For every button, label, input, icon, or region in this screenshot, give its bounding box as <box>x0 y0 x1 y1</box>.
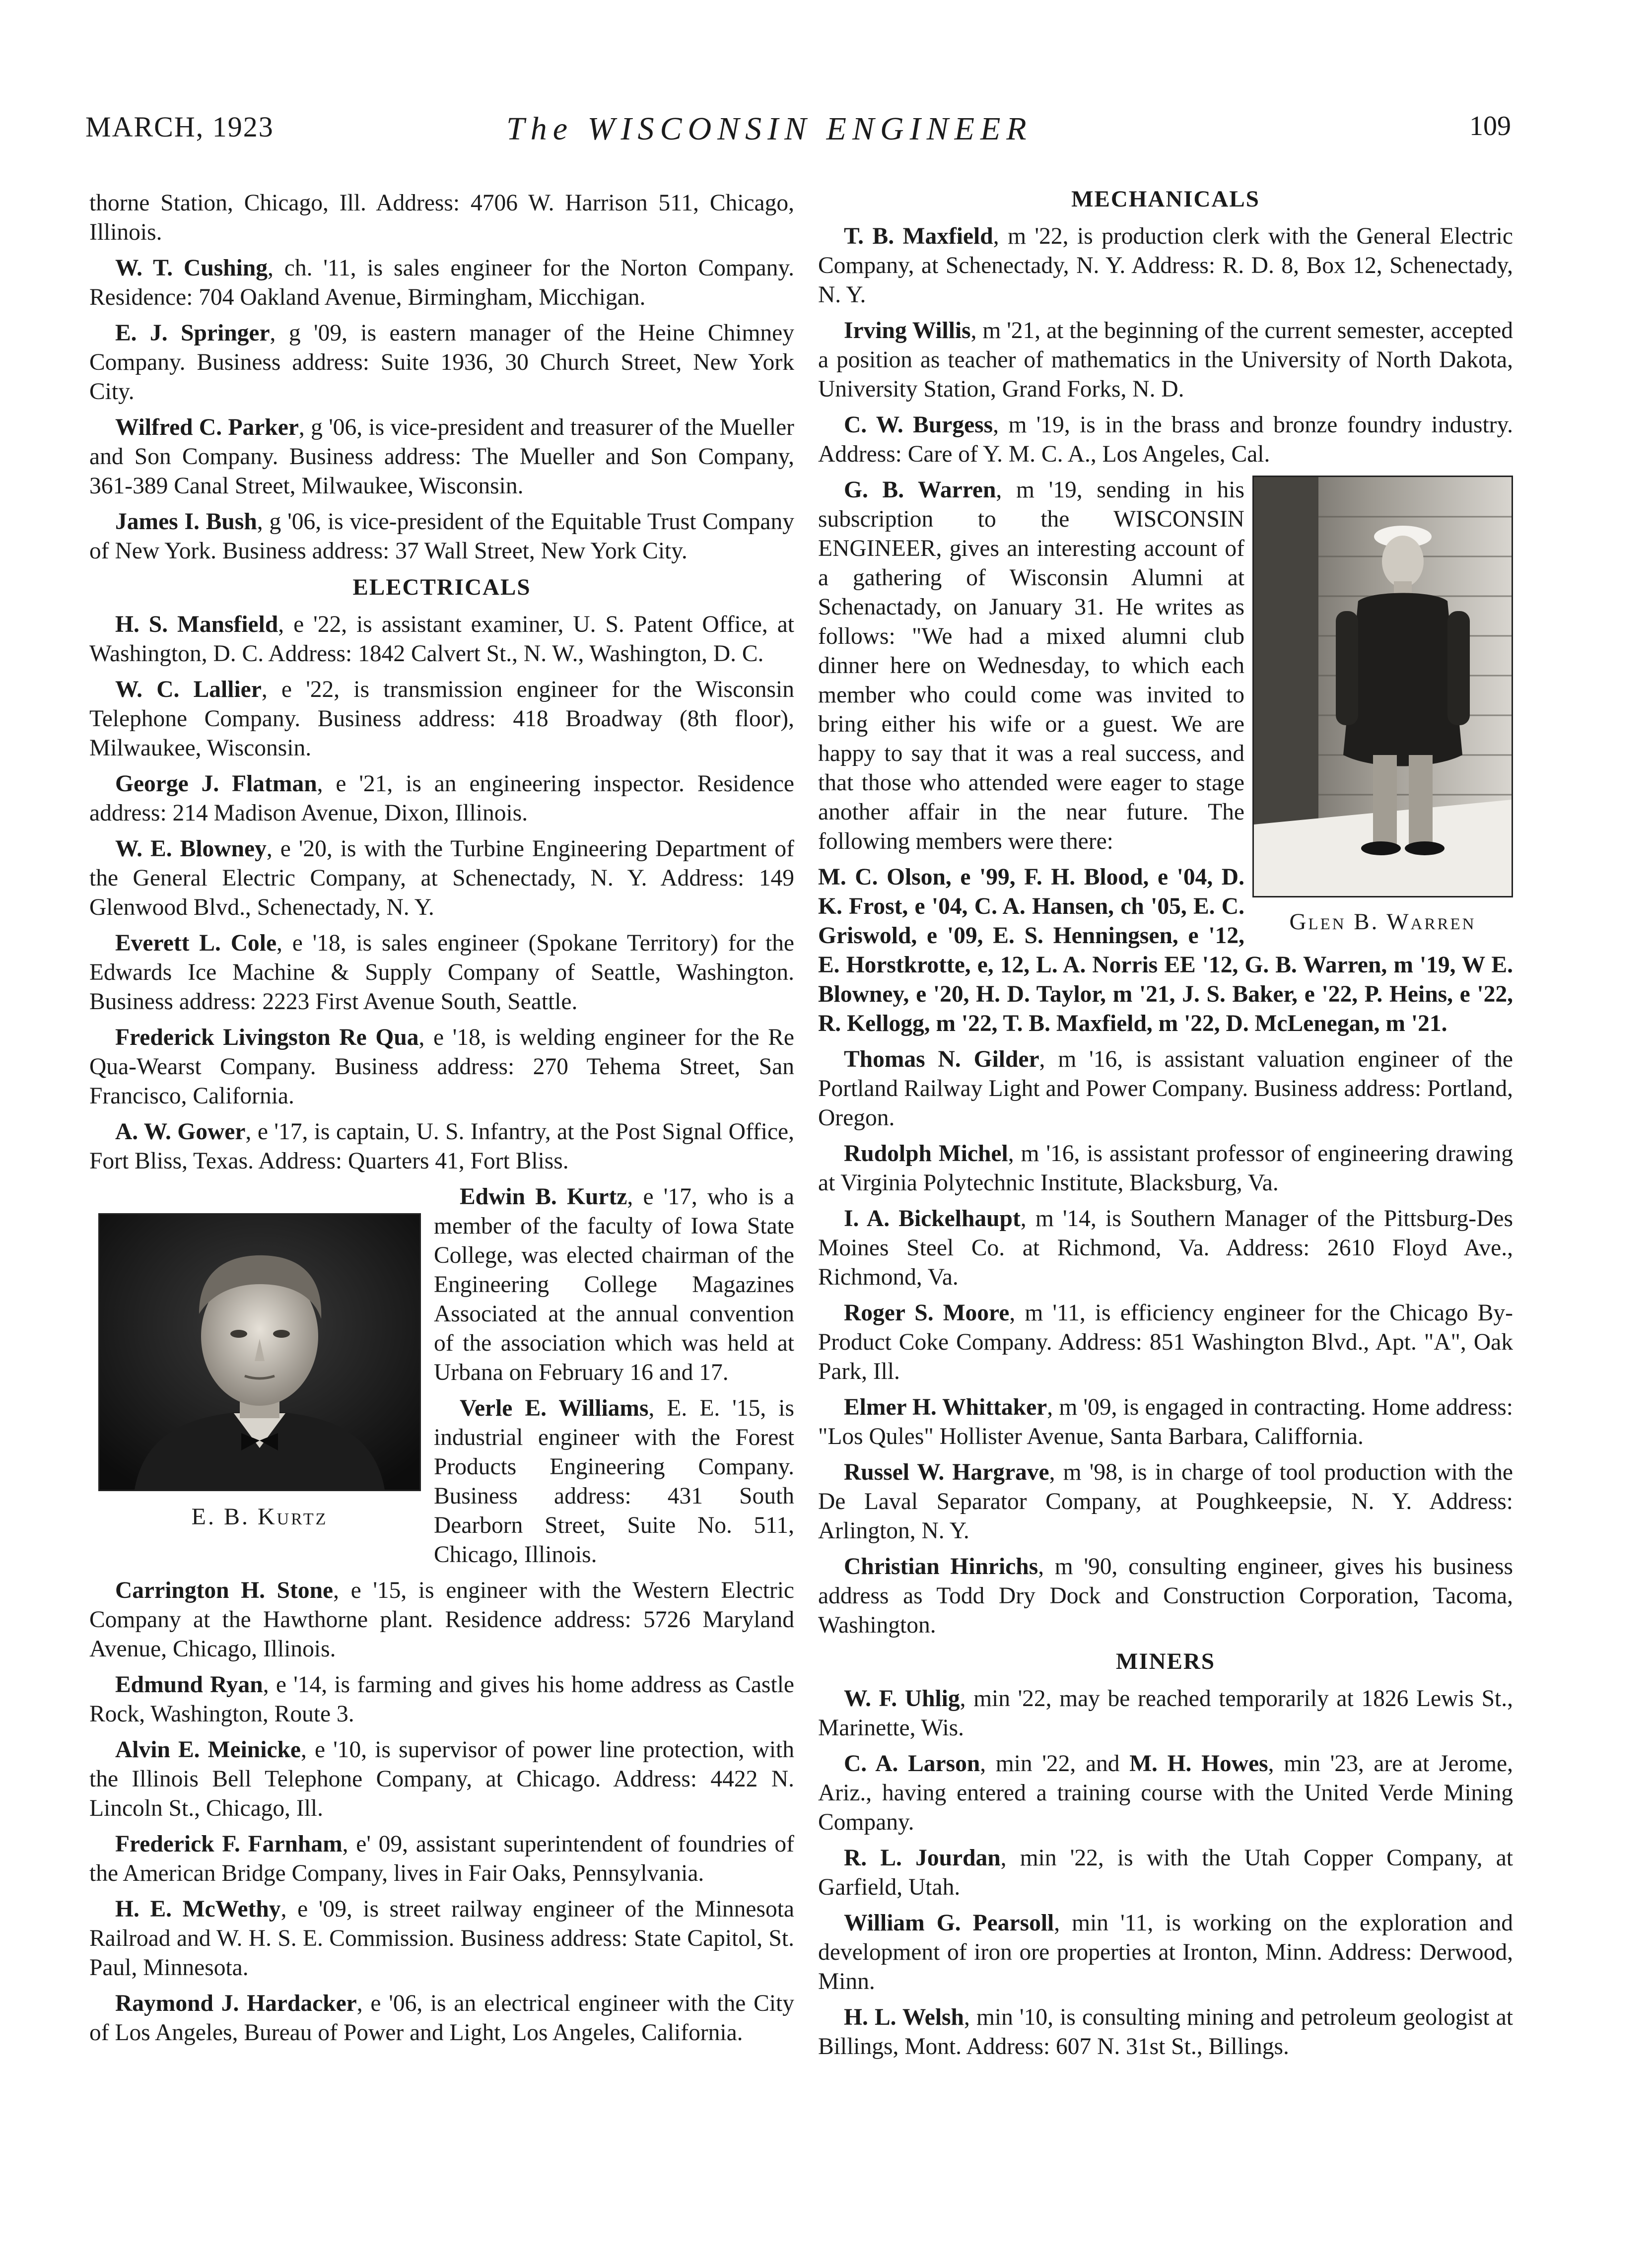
alumni-note: Elmer H. Whittaker, m '09, is engaged in contracting. Home address: "Los Qules" Hollister Avenue, Santa Barbara, Califfornia. <box>818 1394 1513 1449</box>
kurtz-figure <box>98 1213 421 1571</box>
alumni-note: Thomas N. Gilder, m '16, is assistant valuation engineer of the Portland Railway Light and Power Company. Business address: Portland, Oregon. <box>818 1046 1513 1131</box>
kurtz-caption: E. B. Kurtz <box>191 1504 328 1530</box>
page-number: 109 <box>1469 111 1511 141</box>
alumni-note: George J. Flatman, e '21, is an engineering inspector. Residence address: 214 Madison Avenue, Dixon, Illinois. <box>89 771 794 826</box>
warren-figure <box>1252 476 1513 942</box>
alumni-note: C. A. Larson, min '22, and M. H. Howes, min '23, are at Jerome, Ariz., having entered a training course with the United Verde Mining Company. <box>818 1751 1513 1835</box>
alumni-note: W. F. Uhlig, min '22, may be reached temporarily at 1826 Lewis St., Marinette, Wis. <box>818 1686 1513 1741</box>
alumni-note: Frederick Livingston Re Qua, e '18, is welding engineer for the Re Qua-Wearst Company. Business address: 270 Tehema Street, San Francisco, California. <box>89 1025 794 1109</box>
alumni-note: thorne Station, Chicago, Ill. Address: 4706 W. Harrison 511, Chicago, Illinois. <box>89 190 794 245</box>
right-column <box>818 185 1513 2068</box>
alumni-note: Frederick F. Farnham, e' 09, assistant superintendent of foundries of the American Bridge Company, lives in Fair Oaks, Pennsylvania. <box>89 1831 794 1886</box>
section-heading-electricals: ELECTRICALS <box>352 574 531 600</box>
warren-portrait-illustration <box>1254 477 1512 896</box>
alumni-note: Wilfred C. Parker, g '06, is vice-president and treasurer of the Mueller and Son Company. Business address: The Mueller and Son Company, 361-389 Canal Street, Milwaukee, Wisconsin. <box>89 414 794 499</box>
alumni-note: H. S. Mansfield, e '22, is assistant examiner, U. S. Patent Office, at Washington, D. C. Address: 1842 Calvert St., N. W., Washington, D. C. <box>89 612 795 667</box>
alumni-note: W. E. Blowney, e '20, is with the Turbine Engineering Department of the General Electric Company, at Schenectady, N. Y. Address: 149 Glenwood Blvd., Schenectady, N. Y. <box>89 836 794 920</box>
alumni-note: Irving Willis, m '21, at the beginning of the current semester, accepted a position as teacher of mathematics in the University of North Dakota, University Station, Grand Forks, N. D. <box>818 318 1513 402</box>
left-column <box>89 189 794 2054</box>
alumni-note: I. A. Bickelhaupt, m '14, is Southern Manager of the Pittsburg-Des Moines Steel Co. at Richmond, Va. Address: 2610 Floyd Ave., Richmond, Va. <box>818 1206 1513 1290</box>
alumni-note: Edwin B. Kurtz, e '17, who is a member of the faculty of Iowa State College, was elected chairman of the Engineering College Magazines Associated at the annual convention of the association which was held at Urbana on February 16 and 17. <box>434 1184 794 1385</box>
alumni-note: W. C. Lallier, e '22, is transmission engineer for the Wisconsin Telephone Company. Business address: 418 Broadway (8th floor), Milwaukee, Wisconsin. <box>89 677 794 761</box>
alumni-note: Russel W. Hargrave, m '98, is in charge of tool production with the De Laval Separator Company, at Poughkeepsie, N. Y. Address: Arlington, N. Y. <box>818 1459 1514 1544</box>
alumni-note: Roger S. Moore, m '11, is efficiency engineer for the Chicago By-Product Coke Company. Address: 851 Washington Blvd., Apt. "A", Oak Park, Ill. <box>818 1300 1513 1384</box>
alumni-note: Verle E. Williams, E. E. '15, is industrial engineer with the Forest Products Engineering Company. Business address: 431 South Dearborn Street, Suite No. 511, Chicago, Illinois. <box>434 1395 794 1568</box>
alumni-note: R. L. Jourdan, min '22, is with the Utah Copper Company, at Garfield, Utah. <box>818 1845 1514 1900</box>
alumni-note: Alvin E. Meinicke, e '10, is supervisor of power line protection, with the Illinois Bell Telephone Company, at Chicago. Address: 4422 N. Lincoln St., Chicago, Ill. <box>89 1737 795 1821</box>
alumni-note: Christian Hinrichs, m '90, consulting engineer, gives his business address as Todd Dry Dock and Construction Corporation, Tacoma, Washington. <box>818 1554 1513 1638</box>
alumni-note: Everett L. Cole, e '18, is sales engineer (Spokane Territory) for the Edwards Ice Machine & Supply Company of Seattle, Washington. Business address: 2223 First Avenue South, Seattle. <box>89 930 794 1015</box>
alumni-note: H. E. McWethy, e '09, is street railway engineer of the Minnesota Railroad and W. H. S. E. Commission. Business address: State Capitol, St. Paul, Minnesota. <box>89 1896 794 1981</box>
alumni-note: W. T. Cushing, ch. '11, is sales engineer for the Norton Company. Residence: 704 Oakland Avenue, Birmingham, Micchigan. <box>89 255 794 310</box>
alumni-note: C. W. Burgess, m '19, is in the brass and bronze foundry industry. Address: Care of Y. M. C. A., Los Angeles, Cal. <box>818 412 1513 467</box>
kurtz-portrait-photo <box>98 1213 421 1491</box>
attendee-list: M. C. Olson, e '99, F. H. Blood, e '04, D. K. Frost, e '04, C. A. Hansen, ch '05, E. C. Griswold, e '09, E. S. Henningsen, e '12, E. Horstkrotte, e, 12, L. A. Norris EE '12, G. B. Warren, m '19, W E. Blowney, e '20, H. D. Taylor, m '21, J. S. Baker, e '22, P. Heins, e '22, R. Kellogg, m '22, T. B. Maxfield, m '22, D. McLenegan, m '21. <box>818 864 1513 1036</box>
alumni-note: Carrington H. Stone, e '15, is engineer with the Western Electric Company at the Hawthorne plant. Residence address: 5726 Maryland Avenue, Chicago, Illinois. <box>89 1578 794 1662</box>
warren-caption: Glen B. Warren <box>1289 909 1476 935</box>
alumni-note: Raymond J. Hardacker, e '06, is an electrical engineer with the City of Los Angeles, Bureau of Power and Light, Los Angeles, California. <box>89 1991 794 2046</box>
kurtz-portrait-illustration <box>100 1215 419 1490</box>
alumni-note: William G. Pearsoll, min '11, is working on the exploration and development of iron ore properties at Ironton, Minn. Address: Derwood, Minn. <box>818 1910 1513 1994</box>
warren-portrait-photo <box>1252 476 1513 897</box>
section-heading-mechanicals: MECHANICALS <box>1071 186 1260 212</box>
alumni-note: H. L. Welsh, min '10, is consulting mining and petroleum geologist at Billings, Mont. Address: 607 N. 31st St., Billings. <box>818 2004 1513 2060</box>
alumni-note: T. B. Maxfield, m '22, is production clerk with the General Electric Company, at Schenectady, N. Y. Address: R. D. 8, Box 12, Schenectady, N. Y. <box>818 223 1513 308</box>
alumni-note: James I. Bush, g '06, is vice-president of the Equitable Trust Company of New York. Business address: 37 Wall Street, New York City. <box>89 509 795 564</box>
header-title: The WISCONSIN ENGINEER <box>506 111 1032 147</box>
alumni-note: Edmund Ryan, e '14, is farming and gives his home address as Castle Rock, Washington, Route 3. <box>89 1672 794 1727</box>
alumni-note: A. W. Gower, e '17, is captain, U. S. Infantry, at the Post Signal Office, Fort Bliss, Texas. Address: Quarters 41, Fort Bliss. <box>89 1119 794 1174</box>
alumni-note: E. J. Springer, g '09, is eastern manager of the Heine Chimney Company. Business address: Suite 1936, 30 Church Street, New York City. <box>89 320 794 405</box>
alumni-note: G. B. Warren, m '19, sending in his subscription to the WISCONSIN ENGINEER, gives an interesting account of a gathering of Wisconsin Alumni at Schenactady, on January 31. He writes as follows: "We had a mixed alumni club dinner here on Wednesday, to which each member who could come was invited to bring either his wife or a guest. We are happy to say that it was a real success, and that those who attended were eager to stage another affair in the near future. The following members were there: <box>818 477 1244 854</box>
alumni-note: Rudolph Michel, m '16, is assistant professor of engineering drawing at Virginia Polytechnic Institute, Blacksburg, Va. <box>818 1141 1513 1196</box>
section-heading-miners: MINERS <box>1115 1649 1216 1674</box>
header-date: MARCH, 1923 <box>85 111 274 143</box>
